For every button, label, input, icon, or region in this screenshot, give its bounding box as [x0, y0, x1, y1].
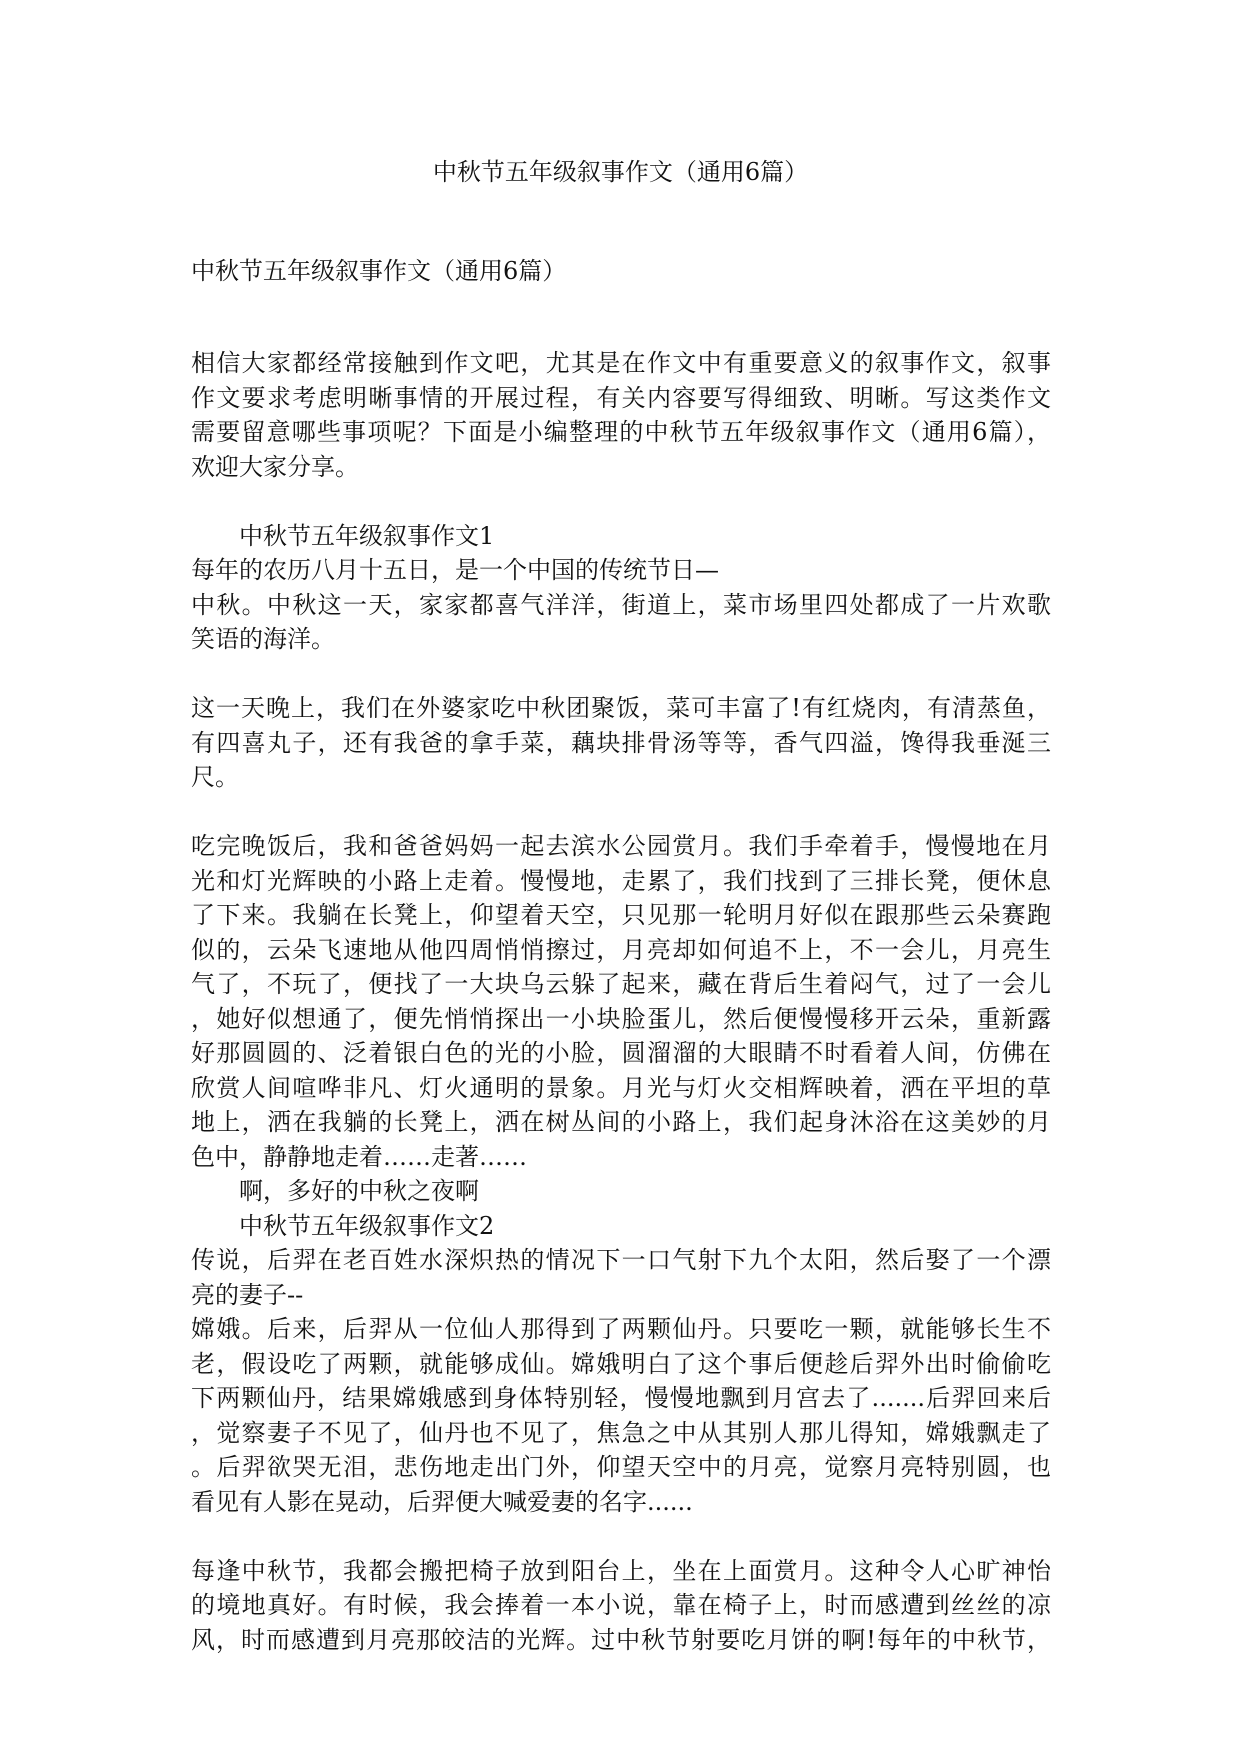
text-line: 尺。: [191, 763, 239, 791]
text-line: ，她好似想通了，便先悄悄探出一小块脸蛋儿，然后便慢慢移开云朵，重新露: [191, 1004, 1051, 1033]
paragraph-spacer: [191, 1519, 1051, 1554]
text-line: 似的，云朵飞速地从他四周悄悄擦过，月亮却如何追不上，不一会儿，月亮生: [191, 935, 1051, 964]
text-line: 传说，后羿在老百姓水深炽热的情况下一口气射下九个太阳，然后娶了一个漂: [191, 1246, 1051, 1274]
paragraph-spacer: [191, 657, 1051, 692]
text-line: 光和灯光辉映的小路上走着。慢慢地，走累了，我们找到了三排长凳，便休息: [191, 866, 1051, 895]
text-line: 吃完晚饭后，我和爸爸妈妈一起去滨水公园赏月。我们手牵着手，慢慢地在月: [191, 832, 1051, 860]
section-heading-line: 啊，多好的中秋之夜啊: [239, 1177, 479, 1205]
text-line: 作文要求考虑明晰事情的开展过程，有关内容要写得细致、明晰。写这类作文: [191, 383, 1051, 412]
text-line: 相信大家都经常接触到作文吧，尤其是在作文中有重要意义的叙事作文，叙事: [191, 349, 1051, 377]
text-line: 下两颗仙丹，结果嫦娥感到身体特别轻，慢慢地飘到月宫去了.......后羿回来后: [191, 1384, 1051, 1412]
text-line: 的境地真好。有时候，我会捧着一本小说，靠在椅子上，时而感遭到丝丝的凉: [191, 1591, 1051, 1619]
text-line: 欢迎大家分享。: [191, 452, 359, 481]
document-title: 中秋节五年级叙事作文（通用6篇）: [432, 158, 809, 186]
text-line: 嫦娥。后来，后羿从一位仙人那得到了两颗仙丹。只要吃一颗，就能够长生不: [191, 1315, 1051, 1343]
text-line: 看见有人影在晃动，后羿便大喊爱妻的名字......: [191, 1487, 693, 1516]
text-line: 老，假设吃了两颗，就能够成仙。嫦娥明白了这个事后便趁后羿外出时偷偷吃: [191, 1349, 1051, 1378]
section-heading-line: 中秋节五年级叙事作文2: [239, 1211, 495, 1240]
document-subtitle: 中秋节五年级叙事作文（通用6篇）: [191, 257, 567, 285]
text-line: 这一天晚上，我们在外婆家吃中秋团聚饭，菜可丰富了!有红烧肉，有清蒸鱼，: [191, 694, 1051, 722]
document-body: [191, 346, 1051, 1657]
text-line: 气了，不玩了，便找了一大块乌云躲了起来，藏在背后生着闷气，过了一会儿: [191, 970, 1051, 998]
text-line: 笑语的海洋。: [191, 625, 335, 653]
text-line: 每逢中秋节，我都会搬把椅子放到阳台上，坐在上面赏月。这种令人心旷神怡: [191, 1556, 1051, 1585]
text-line: 好那圆圆的、泛着银白色的光的小脸，圆溜溜的大眼睛不时看着人间，仿佛在: [191, 1039, 1051, 1067]
text-line: 欣赏人间喧哗非凡、灯火通明的景象。月光与灯火交相辉映着，洒在平坦的草: [191, 1073, 1051, 1102]
text-line: ，觉察妻子不见了，仙丹也不见了，焦急之中从其别人那儿得知，嫦娥飘走了: [191, 1418, 1051, 1447]
text-line: 有四喜丸子，还有我爸的拿手菜，藕块排骨汤等等，香气四溢，馋得我垂涎三: [191, 728, 1051, 757]
text-line: 。后羿欲哭无泪，悲伤地走出门外，仰望天空中的月亮，觉察月亮特别圆，也: [191, 1453, 1051, 1481]
text-line: 亮的妻子--: [191, 1280, 304, 1309]
text-line: 风，时而感遭到月亮那皎洁的光辉。过中秋节射要吃月饼的啊!每年的中秋节，: [191, 1625, 1051, 1654]
text-line: 中秋。中秋这一天，家家都喜气洋洋，街道上，菜市场里四处都成了一片欢歌: [191, 590, 1051, 619]
text-line: 需要留意哪些事项呢？下面是小编整理的中秋节五年级叙事作文（通用6篇），: [191, 418, 1051, 446]
text-line: 色中，静静地走着……走著……: [191, 1142, 527, 1171]
section-heading-line: 中秋节五年级叙事作文1: [239, 521, 495, 550]
paragraph-spacer: [191, 795, 1051, 830]
text-line: 地上，洒在我躺的长凳上，洒在树丛间的小路上，我们起身沐浴在这美妙的月: [191, 1108, 1051, 1136]
paragraph-spacer: [191, 484, 1051, 519]
text-line: 了下来。我躺在长凳上，仰望着天空，只见那一轮明月好似在跟那些云朵赛跑: [191, 901, 1051, 929]
text-line: 每年的农历八月十五日，是一个中国的传统节日—: [191, 556, 719, 584]
